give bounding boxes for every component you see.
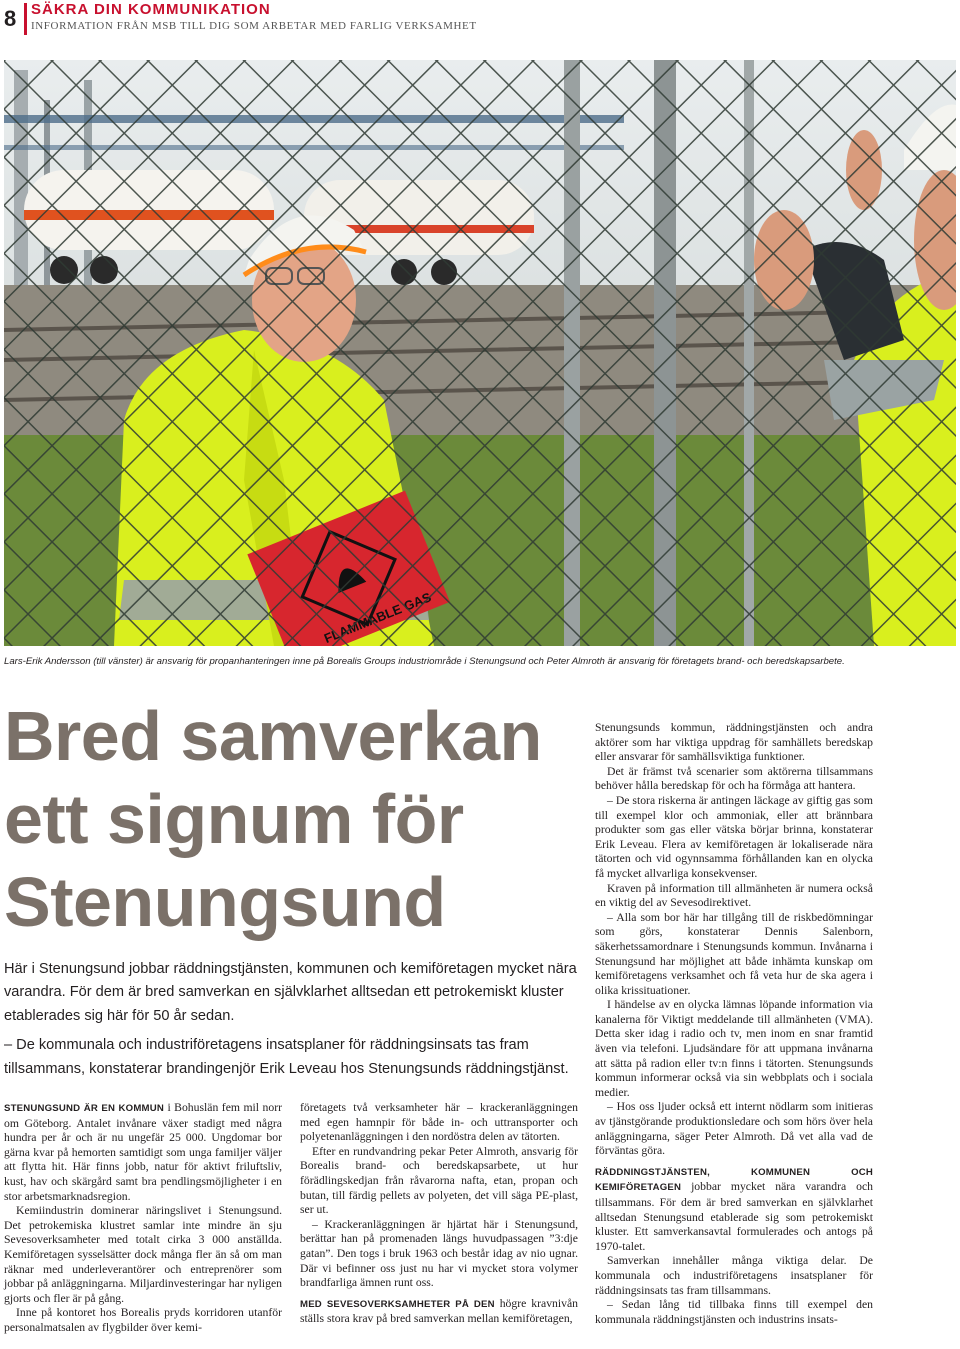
article-column-3	[595, 721, 873, 1327]
section-subtitle: INFORMATION FRÅN MSB TILL DIG SOM ARBETAR MED FARLIG VERKSAMHET	[31, 20, 477, 32]
body-paragraph: – Hos oss ljuder också ett internt nödlarm som initieras av tjänstgörande produktionsledare och som hörs över hela anläggningarna, säger Peter Almroth. Då vet alla vad de förväntas göra.	[595, 1100, 873, 1158]
body-paragraph: – Alla som bor här har tillgång till de riskbedömningar som görs, konstaterar Dennis Salenborn, säkerhetssamordnare i Stenungsunds kommun. Invånarna i Stenungsund har möjlighet att både inhämta kunskap om kemiföretagens verksamhet och få veta hur de ska agera i olika krissituationer.	[595, 910, 873, 997]
body-paragraph: företagets två verksamheter här – krackeranläggningen med egen hamnpir för både in- och uttransporter och polyetenanläggningen i den nordöstra delen av tätorten.	[300, 1101, 578, 1144]
page-header	[0, 0, 960, 40]
body-paragraph: Det är främst två scenarier som aktörerna tillsammans behöver hålla beredskap för och ha förmåga att hantera.	[595, 764, 873, 793]
run-in-label: STENUNGSUND ÄR EN KOMMUN	[4, 1103, 164, 1114]
body-paragraph: Samverkan innehåller många viktiga delar. De kommunala och industriföretagens insatsplaner för räddningsinsats tas fram tillsammans.	[595, 1254, 873, 1297]
body-paragraph: – De stora riskerna är antingen läckage av giftig gas som till exempel klor och ammoniak, eller att brännbara produkter som gas eller vätska börjar brinna, konstaterar Erik Leveau. Flera av kemiföretagen är lokaliserade nära tätorten och vid ogynnsamma förhållanden kan en olycka få mycket allvarliga konsekvenser.	[595, 793, 873, 880]
body-paragraph: Efter en rundvandring pekar Peter Almroth, ansvarig för Borealis brand- och beredskapsarbete, ut hur förädlingskedjan från råvarorna nafta, etan, propan och butan, till färdig pellets av polyeten, det vill säga PE-plast, ser ut.	[300, 1144, 578, 1217]
body-paragraph: Stenungsunds kommun, räddningstjänsten och andra aktörer som har viktiga uppdrag för samhällets beredskap eller ansvarar för samhällsviktiga funktioner.	[595, 721, 873, 764]
lead-paragraph: – De kommunala och industriföretagens insatsplaner för räddningsinsats tas fram tillsammans, konstaterar brandingenjör Erik Leveau hos Stenungsunds räddningstjänst.	[4, 1037, 569, 1077]
headline-line-1: Bred samverkan	[4, 697, 542, 775]
body-paragraph: RÄDDNINGSTJÄNSTEN, KOMMUNEN OCH KEMIFÖRETAGEN jobbar mycket nära varandra och tillsammans. För dem är bred samverkan en självklarhet alltsedan Stenungsund etablerade sig som petrokemiskt kluster. Ett samverkansavtal formulerades och antogs på 1970-talet.	[595, 1166, 873, 1253]
body-paragraph: I händelse av en olycka lämnas löpande information via kanalerna för Viktigt meddelande till allmänheten (VMA). Detta sker idag i radio och tv, men inom en snar framtid även via telefoni. Ljudsändare för att uppmana invånarna att sätta på radion eller tv:n finns i tätorten. Stenungsunds kommun informerar också via sin webbplats och i sociala medier.	[595, 998, 873, 1099]
section-title: SÄKRA DIN KOMMUNIKATION	[31, 1, 271, 18]
photo-caption: Lars-Erik Andersson (till vänster) är ansvarig för propanhanteringen inne på Borealis Groups industriområde i Stenungsund och Peter Almroth är ansvarig för företagets brand- och beredskapsarbete.	[4, 656, 845, 667]
body-paragraph: Kemiindustrin dominerar näringslivet i Stenungsund. Det petrokemiska klustret samlar inte mindre än sju Sevesoverksamheter med totalt cirka 3 000 anställda. Kemiföretagen sysselsätter dock många fler än så om man räknar med underleverantörer och entreprenörer som jobbar på anläggningarna. Miljardinvesteringar har nyligen gjorts och fler är på gång.	[4, 1204, 282, 1305]
body-paragraph: MED SEVESOVERKSAMHETER PÅ DEN högre kravnivån ställs stora krav på bred samverkan mellan kemiföretagen,	[300, 1296, 578, 1326]
body-paragraph: Kraven på information till allmänheten är numera också en viktig del av Sevesodirektivet.	[595, 881, 873, 910]
lead-paragraph: Här i Stenungsund jobbar räddningstjänsten, kommunen och kemiföretagen mycket nära varandra. För dem är bred samverkan en självklarhet alltsedan ett petrokemiskt kluster etablerades sig här för 50 år sedan.	[4, 961, 577, 1024]
run-in-label: MED SEVESOVERKSAMHETER PÅ DEN	[300, 1298, 495, 1310]
headline-line-2: ett signum för	[4, 780, 464, 858]
body-paragraph: Inne på kontoret hos Borealis pryds korridoren utanför personalmatsalen av flygbilder över kemi-	[4, 1306, 282, 1334]
body-paragraph: STENUNGSUND ÄR EN KOMMUN i Bohuslän fem mil norr om Göteborg. Antalet invånare växer stadigt med några hundra per år och är nu ungefär 25 000. Ungdomar bor gärna kvar på hemorten samtidigt som unga familjer väljer att flytta hit. Här finns jobb, natur för aktivt friluftsliv, kust, hav och skärgård samt bra pendlingsmöjligheter i en stor arbetsmarknadsregion.	[4, 1101, 282, 1203]
body-paragraph: – Sedan lång tid tillbaka finns till exempel den kommunala räddningstjänsten och industrins insats-	[595, 1298, 873, 1326]
headline-line-3: Stenungsund	[4, 863, 446, 941]
page-number: 8	[4, 6, 17, 31]
article-photo	[4, 60, 956, 646]
article-lead	[4, 958, 579, 1087]
article-column-2	[300, 1101, 578, 1327]
body-paragraph: – Krackeranläggningen är hjärtat här i Stenungsund, berättar han på promenaden längs huvudpassagen ”3:dje gatan”. Den togs i bruk 1963 och består idag av nio ugnar. Där vi befinner oss just nu har vi mycket stora volymer brandfarliga ämnen runt oss.	[300, 1217, 578, 1290]
article-headline	[4, 695, 574, 944]
header-divider	[24, 3, 27, 35]
article-column-1	[4, 1101, 282, 1336]
run-in-label: RÄDDNINGSTJÄNSTEN, KOMMUNEN OCH KEMIFÖRETAGEN	[595, 1166, 873, 1194]
